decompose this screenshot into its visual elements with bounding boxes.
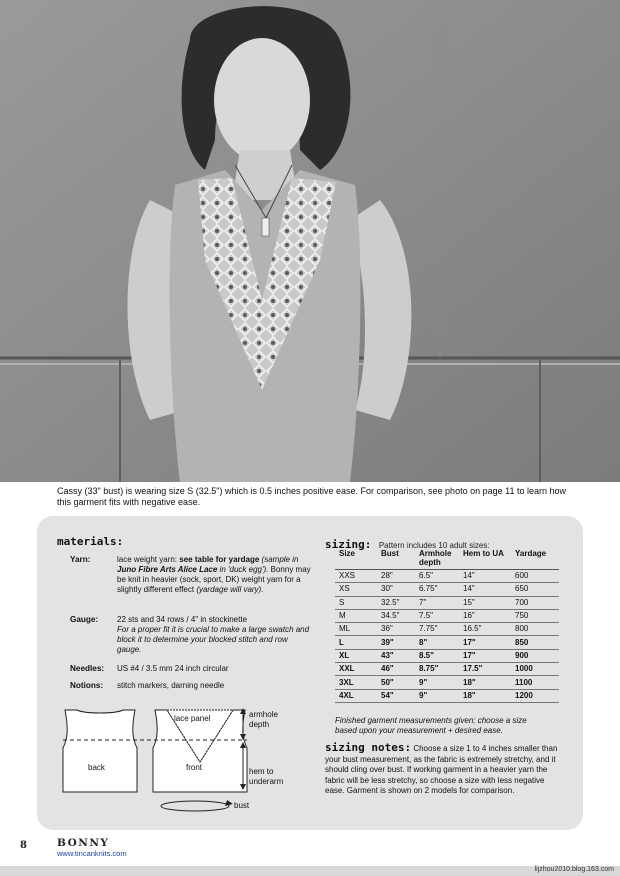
notions-label: Notions: bbox=[70, 681, 104, 690]
cell: 43" bbox=[377, 649, 415, 662]
sizing-note: Finished garment measurements given; choose a size based upon your measurement + desired ease. bbox=[335, 716, 527, 735]
cell: 18" bbox=[459, 689, 511, 702]
cell: 8.5" bbox=[415, 649, 459, 662]
cell: M bbox=[335, 609, 377, 622]
cell: 16.5" bbox=[459, 623, 511, 636]
table-row bbox=[335, 676, 559, 689]
cell: 6.5" bbox=[415, 570, 459, 583]
cell: 50" bbox=[377, 676, 415, 689]
cell: 14" bbox=[459, 583, 511, 596]
table-row bbox=[335, 689, 559, 702]
cell: 15" bbox=[459, 596, 511, 609]
cell: 9" bbox=[415, 689, 459, 702]
schematic-back-label: back bbox=[88, 763, 105, 772]
cell: 17.5" bbox=[459, 663, 511, 676]
cell: XXS bbox=[335, 570, 377, 583]
table-row bbox=[335, 636, 559, 649]
schematic-hem-label: hem to underarm bbox=[249, 767, 284, 786]
cell: 800 bbox=[511, 623, 559, 636]
cell: 7.75" bbox=[415, 623, 459, 636]
cell: 600 bbox=[511, 570, 559, 583]
table-row bbox=[335, 609, 559, 622]
cell: 700 bbox=[511, 596, 559, 609]
cell: 650 bbox=[511, 583, 559, 596]
schematic-front-label: front bbox=[186, 763, 203, 772]
notions-text: stitch markers, darning needle bbox=[117, 681, 225, 690]
cell: 6.75" bbox=[415, 583, 459, 596]
cell: 28" bbox=[377, 570, 415, 583]
cell: 14" bbox=[459, 570, 511, 583]
cell: 8" bbox=[415, 636, 459, 649]
cell: 39" bbox=[377, 636, 415, 649]
sizing-table-header bbox=[335, 548, 559, 570]
col-header: Armhole depth bbox=[415, 548, 459, 570]
cell: 8.75" bbox=[415, 663, 459, 676]
cell: 3XL bbox=[335, 676, 377, 689]
cell: 16" bbox=[459, 609, 511, 622]
sizing-notes-text: Choose a size 1 to 4 inches smaller than your bust measurement, as the fabric is extremely stretchy, and it should cling over bust. If working garment in a heavier yarn the fabric will be less stretchy, so choose a size with less negative ease. Garment is shown on 2 models for comparison. bbox=[325, 744, 558, 795]
sizing-heading: sizing: bbox=[325, 538, 372, 551]
materials-heading: materials: bbox=[57, 535, 124, 548]
cell: 46" bbox=[377, 663, 415, 676]
schematic-armhole-label: armhole depth bbox=[249, 710, 278, 729]
needles-label: Needles: bbox=[70, 664, 105, 673]
needles-text: US #4 / 3.5 mm 24 inch circular bbox=[117, 664, 229, 673]
cell: 1000 bbox=[511, 663, 559, 676]
yarn-text: lace weight yarn: see table for yardage (sample in Juno Fibre Arts Alice Lace in 'duck egg'). Bonny may be knit in heavier (sock, sport, DK) weight yarn for a slightly different effect (yardage will vary). bbox=[117, 555, 311, 594]
cell: L bbox=[335, 636, 377, 649]
table-row bbox=[335, 570, 559, 583]
cell: 7" bbox=[415, 596, 459, 609]
cell: 9" bbox=[415, 676, 459, 689]
cell: 7.5" bbox=[415, 609, 459, 622]
cell: 850 bbox=[511, 636, 559, 649]
cell: 900 bbox=[511, 649, 559, 662]
cell: 36" bbox=[377, 623, 415, 636]
cell: 34.5" bbox=[377, 609, 415, 622]
gauge-text: 22 sts and 34 rows / 4" in stockinette For a proper fit it is crucial to make a large swatch and block it to determine your blocked stitch and row gauge. bbox=[117, 615, 310, 654]
col-header: Yardage bbox=[511, 548, 559, 570]
cell: 1100 bbox=[511, 676, 559, 689]
col-header: Hem to UA bbox=[459, 548, 511, 570]
cell: 4XL bbox=[335, 689, 377, 702]
cell: 32.5" bbox=[377, 596, 415, 609]
table-row bbox=[335, 596, 559, 609]
schematic-lace-panel-label: lace panel bbox=[174, 714, 211, 723]
cell: 750 bbox=[511, 609, 559, 622]
sizing-notes-section bbox=[325, 743, 565, 797]
gauge-label: Gauge: bbox=[70, 615, 99, 624]
sizing-subheading: Pattern includes 10 adult sizes: bbox=[378, 541, 490, 550]
sizing-notes-heading: sizing notes: bbox=[325, 741, 412, 754]
cell: 17" bbox=[459, 636, 511, 649]
cell: 30" bbox=[377, 583, 415, 596]
website-link[interactable]: www.tincanknits.com bbox=[57, 849, 127, 858]
cell: 18" bbox=[459, 676, 511, 689]
pattern-title: BONNY bbox=[57, 837, 110, 849]
sizing-table bbox=[335, 548, 559, 703]
table-row bbox=[335, 623, 559, 636]
photo-caption: Cassy (33" bust) is wearing size S (32.5") which is 0.5 inches positive ease. For comparison, see photo on page 11 to learn how this garment fits with negative ease. bbox=[57, 486, 566, 507]
yarn-label: Yarn: bbox=[70, 555, 91, 564]
bottom-bar bbox=[0, 866, 620, 876]
watermark: lijzhou2010.blog.163.com bbox=[534, 866, 614, 873]
schematic-bust-label: bust bbox=[234, 801, 250, 810]
cell: 54" bbox=[377, 689, 415, 702]
page-number: 8 bbox=[20, 840, 27, 851]
table-row bbox=[335, 649, 559, 662]
cell: XS bbox=[335, 583, 377, 596]
table-row bbox=[335, 583, 559, 596]
table-row bbox=[335, 663, 559, 676]
cell: XXL bbox=[335, 663, 377, 676]
cell: 17" bbox=[459, 649, 511, 662]
cell: ML bbox=[335, 623, 377, 636]
cell: S bbox=[335, 596, 377, 609]
cell: XL bbox=[335, 649, 377, 662]
cell: 1200 bbox=[511, 689, 559, 702]
col-header: Size bbox=[335, 548, 377, 570]
col-header: Bust bbox=[377, 548, 415, 570]
